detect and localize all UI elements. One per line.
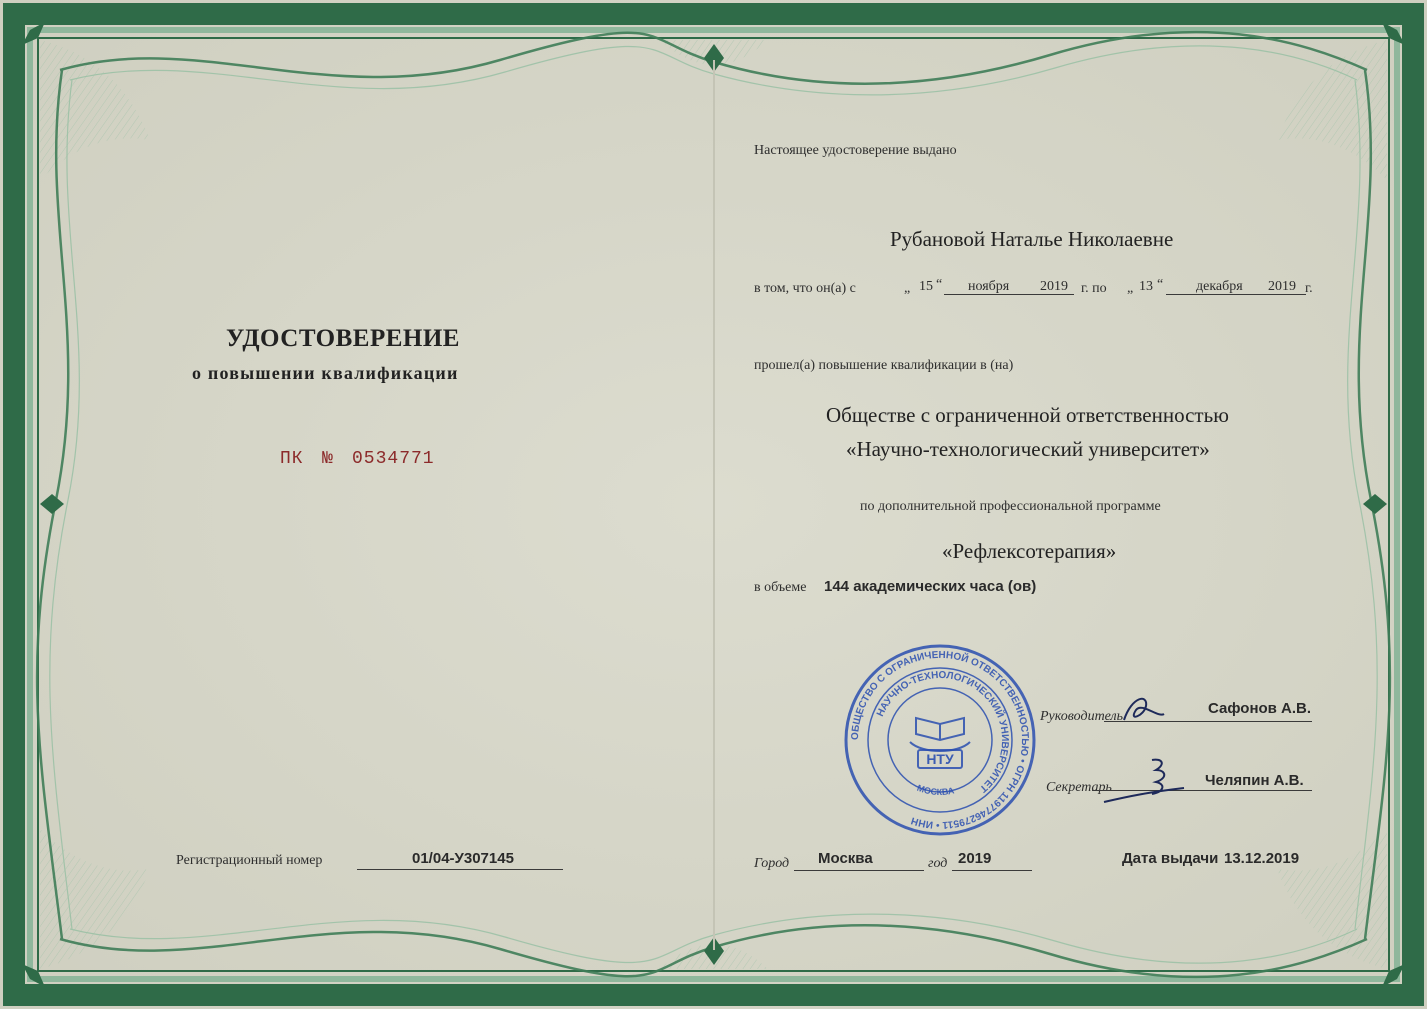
period-to-close: “ — [1157, 277, 1164, 292]
stamp-outer-text: ОБЩЕСТВО С ОГРАНИЧЕННОЙ ОТВЕТСТВЕННОСТЬЮ • ОГРН 1197746279511 • ИНН — [849, 649, 1031, 831]
registration-label: Регистрационный номер — [176, 853, 323, 868]
volume-value: 144 академических часа (ов) — [824, 578, 1037, 595]
period-from-close: “ — [936, 277, 943, 292]
serial-prefix: ПК — [280, 449, 304, 469]
city-value: Москва — [818, 850, 873, 867]
organization-line-2: «Научно-технологический университет» — [846, 437, 1210, 461]
program-label: по дополнительной профессиональной программе — [860, 499, 1161, 514]
serial-no-sign: № — [322, 449, 334, 469]
period-from-year: 2019 — [1040, 279, 1068, 294]
secretary-label: Секретарь — [1046, 780, 1112, 795]
certificate-subtitle: о повышении квалификации — [192, 363, 459, 383]
period-from-month: ноября — [968, 279, 1010, 294]
year-value: 2019 — [958, 850, 992, 867]
period-to-open: „ — [1127, 281, 1134, 296]
secretary-name: Челяпин А.В. — [1205, 772, 1304, 789]
registration-value: 01/04-У307145 — [412, 850, 514, 867]
certificate-title: УДОСТОВЕРЕНИЕ — [226, 325, 460, 352]
volume-label: в объеме — [754, 580, 807, 595]
city-label: Город — [754, 856, 790, 871]
director-name: Сафонов А.В. — [1208, 700, 1312, 717]
director-signature-icon — [1118, 692, 1168, 728]
period-suffix: г. — [1305, 281, 1313, 296]
issue-date-value: 13.12.2019 — [1224, 850, 1300, 867]
period-mid: г. по — [1081, 281, 1107, 296]
secretary-signature-icon — [1100, 752, 1190, 808]
organization-stamp — [842, 642, 1038, 838]
period-prefix: в том, что он(а) с — [754, 281, 856, 296]
organization-line-1: Обществе с ограниченной ответственностью — [826, 403, 1229, 427]
year-underline — [952, 870, 1032, 871]
issued-label: Настоящее удостоверение выдано — [754, 143, 957, 158]
holder-name: Рубановой Наталье Николаевне — [890, 227, 1174, 251]
program-name: «Рефлексотерапия» — [942, 539, 1117, 563]
issue-date-label: Дата выдачи — [1122, 850, 1219, 867]
stamp-center-abbr: НТУ — [926, 751, 954, 767]
registration-underline — [357, 869, 563, 870]
period-from-open: „ — [904, 281, 911, 296]
stamp-city: МОСКВА — [915, 782, 955, 798]
period-from-day: 15 — [919, 279, 933, 294]
period-to-month: декабря — [1196, 279, 1243, 294]
serial-number: 0534771 — [352, 449, 435, 469]
period-to-year: 2019 — [1268, 279, 1296, 294]
stamp-inner-text: НАУЧНО-ТЕХНОЛОГИЧЕСКИЙ УНИВЕРСИТЕТ — [874, 669, 1011, 795]
city-underline — [794, 870, 924, 871]
director-label: Руководитель — [1040, 709, 1124, 724]
book-icon — [910, 718, 970, 751]
year-label: год — [928, 856, 948, 871]
period-to-day: 13 — [1139, 279, 1153, 294]
completed-label: прошел(а) повышение квалификации в (на) — [754, 358, 1014, 373]
